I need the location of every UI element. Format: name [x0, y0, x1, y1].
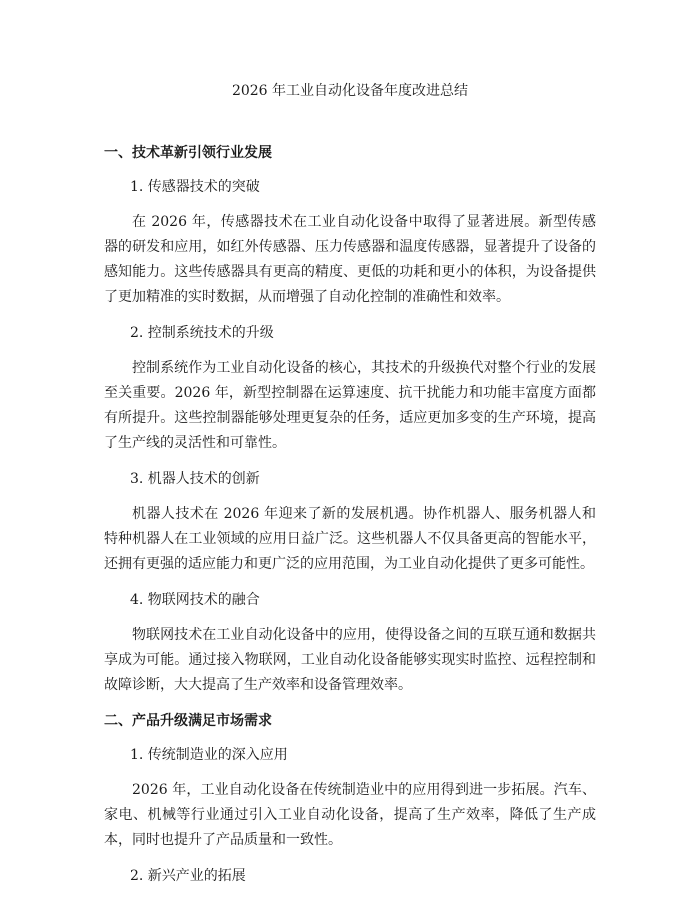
paragraph-control-system: 控制系统作为工业自动化设备的核心，其技术的升级换代对整个行业的发展至关重要。2026 年，新型控制器在运算速度、抗干扰能力和功能丰富度方面都有所提升。这些控制器能够处理更复杂的任务，适应更加多变的生产环境，提高了生产线的灵活性和可靠性。 — [104, 360, 596, 451]
paragraph-traditional-manufacturing: 2026 年，工业自动化设备在传统制造业中的应用得到进一步拓展。汽车、家电、机械等行业通过引入工业自动化设备，提高了生产效率，降低了生产成本，同时也提升了产品质量和一致性。 — [104, 782, 596, 848]
paragraph-iot: 物联网技术在工业自动化设备中的应用，使得设备之间的互联互通和数据共享成为可能。通过接入物联网，工业自动化设备能够实现实时监控、远程控制和故障诊断，大大提高了生产效率和设备管理效率。 — [104, 627, 596, 693]
section-technology — [104, 142, 596, 698]
document-title: 2026 年工业自动化设备年度改进总结 — [231, 83, 469, 99]
section-heading: 一、技术革新引领行业发展 — [104, 145, 272, 161]
section-product-upgrade — [104, 710, 596, 887]
subheading-control-system: 2. 控制系统技术的升级 — [130, 325, 274, 341]
subheading-robotics: 3. 机器人技术的创新 — [130, 471, 260, 487]
paragraph-robotics: 机器人技术在 2026 年迎来了新的发展机遇。协作机器人、服务机器人和特种机器人在工业领域的应用日益广泛。这些机器人不仅具备更高的智能水平，还拥有更强的适应能力和更广泛的应用范围，为工业自动化提供了更多可能性。 — [104, 506, 596, 572]
subheading-sensor: 1. 传感器技术的突破 — [130, 179, 260, 195]
paragraph-sensor: 在 2026 年，传感器技术在工业自动化设备中取得了显著进展。新型传感器的研发和应用，如红外传感器、压力传感器和温度传感器，显著提升了设备的感知能力。这些传感器具有更高的精度、更低的功耗和更小的体积，为设备提供了更加精准的实时数据，从而增强了自动化控制的准确性和效率。 — [104, 214, 596, 305]
section-heading: 二、产品升级满足市场需求 — [104, 713, 272, 729]
subheading-emerging-industries: 2. 新兴产业的拓展 — [130, 868, 246, 884]
subheading-traditional-manufacturing: 1. 传统制造业的深入应用 — [130, 747, 288, 763]
subheading-iot: 4. 物联网技术的融合 — [130, 592, 260, 608]
